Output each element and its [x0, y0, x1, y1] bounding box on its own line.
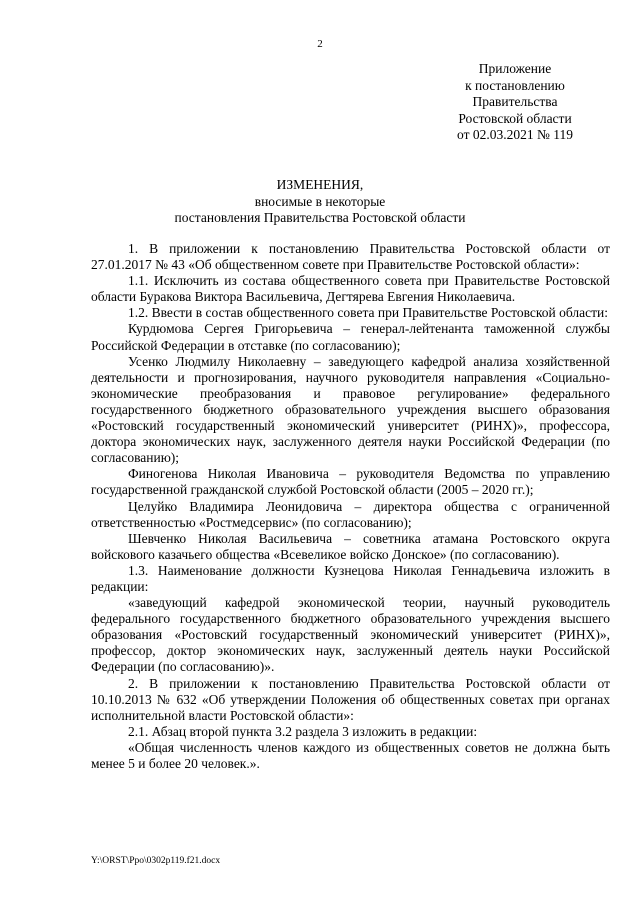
- appendix-block: [420, 61, 610, 144]
- paragraph: 1. В приложении к постановлению Правительства Ростовской области от 27.01.2017 № 43 «Об общественном совете при Правительстве Ростовской области»:: [91, 241, 610, 273]
- paragraph: 2. В приложении к постановлению Правительства Ростовской области от 10.10.2013 № 632 «Об утверждении Положения об общественных советах при органах исполнительной власти Ростовской области»:: [91, 675, 610, 723]
- paragraph: «Общая численность членов каждого из общественных советов не должна быть менее 5 и более 20 человек.».: [91, 739, 610, 771]
- appendix-line: к постановлению: [465, 77, 565, 93]
- paragraph: 1.3. Наименование должности Кузнецова Николая Геннадьевича изложить в редакции:: [91, 562, 610, 594]
- appendix-line: от 02.03.2021 № 119: [457, 127, 573, 142]
- paragraph: Усенко Людмилу Николаевну – заведующего кафедрой анализа хозяйственной деятельности и прогнозирования, научного руководителя направления «Социально-экономические преобразования и правовое регулирование» федерального государственного бюджетного образовательного учреждения высшего образования «Ростовский государственный экономический университет (РИНХ)», профессора, доктора экономических наук, заслуженного деятеля науки Российской Федерации (по согласованию);: [91, 353, 610, 466]
- paragraph: Курдюмова Сергея Григорьевича – генерал-лейтенанта таможенной службы Российской Федерации в отставке (по согласованию);: [91, 321, 610, 353]
- page-number: 2: [317, 38, 323, 50]
- paragraph: Финогенова Николая Ивановича – руководителя Ведомства по управлению государственной гражданской службой Ростовской области (2005 – 2020 гг.);: [91, 466, 610, 498]
- paragraph: 1.2. Ввести в состав общественного совета при Правительстве Ростовской области:: [128, 305, 608, 321]
- paragraph: Целуйко Владимира Леонидовича – директора общества с ограниченной ответственностью «Ростмедсервис» (по согласованию);: [91, 498, 610, 530]
- document-subtitle: постановления Правительства Ростовской области: [174, 210, 466, 225]
- paragraph: 2.1. Абзац второй пункта 3.2 раздела 3 изложить в редакции:: [128, 723, 478, 739]
- paragraph: 1.1. Исключить из состава общественного совета при Правительстве Ростовской области Буракова Виктора Васильевича, Дегтярева Евгения Николаевича.: [91, 273, 610, 305]
- paragraph: «заведующий кафедрой экономической теории, научный руководитель федерального государственного бюджетного образовательного учреждения высшего образования «Ростовский государственный экономический университет (РИНХ)», профессор, доктор экономических наук, заслуженный деятель науки Российской Федерации (по согласованию)».: [91, 595, 610, 675]
- footer-file-path: Y:\ORST\Ppo\0302p119.f21.docx: [91, 856, 221, 866]
- appendix-line: Ростовской области: [458, 110, 572, 126]
- document-subtitle: вносимые в некоторые: [254, 193, 386, 209]
- paragraph: Шевченко Николая Васильевича – советника атамана Ростовского округа войскового казачьего общества «Всевеликое войско Донское» (по согласованию).: [91, 530, 610, 562]
- appendix-line: Приложение: [478, 61, 552, 76]
- document-body: [91, 241, 610, 772]
- appendix-line: Правительства: [472, 94, 558, 109]
- title-block: [90, 177, 550, 227]
- document-heading: ИЗМЕНЕНИЯ,: [276, 177, 364, 192]
